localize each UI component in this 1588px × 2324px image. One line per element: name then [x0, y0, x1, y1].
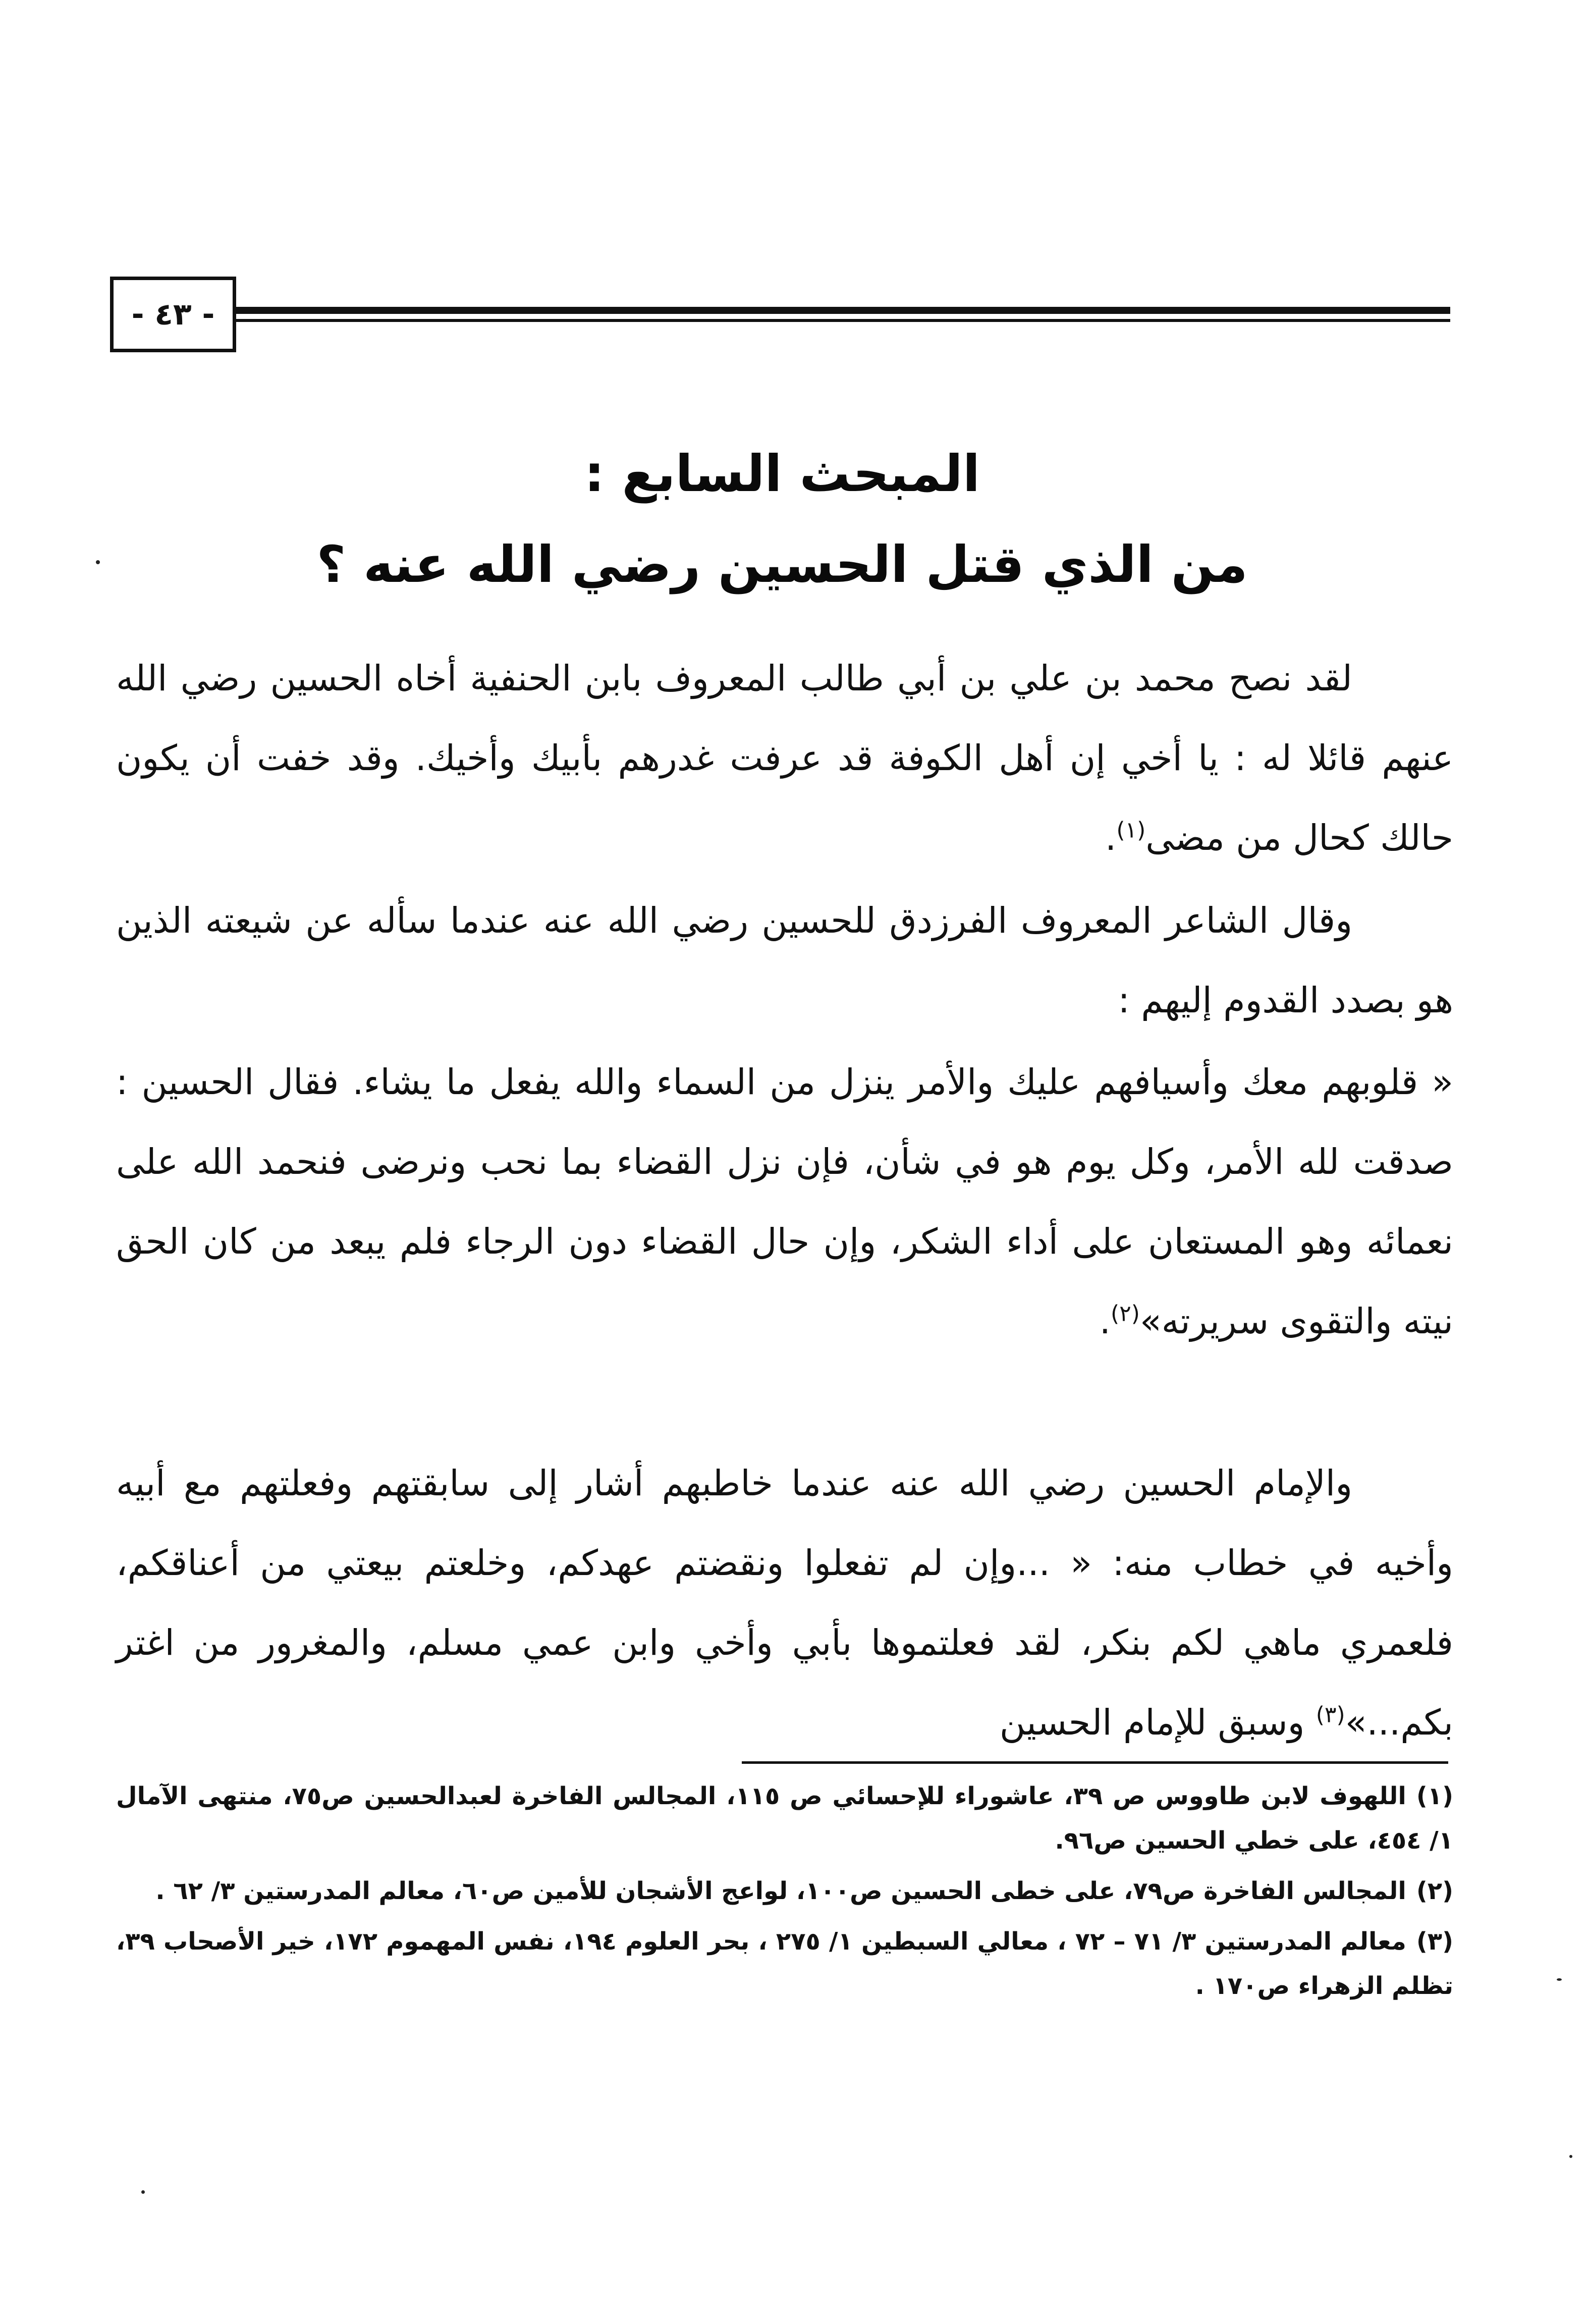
paragraph-2 [116, 881, 1453, 1040]
paragraph-1 [116, 638, 1453, 878]
paragraph-4-text: والإمام الحسين رضي الله عنه عندما خاطبهم أشار إلى سابقتهم وفعلتهم مع أبيه وأخيه في خطاب منه: « ...وإن لم تفعلوا ونقضتم عهدكم، وخلعتم بيعتي من أعناقكم، فلعمري ماهي لكم بنكر، لقد فعلتموها بأبي وأخي وابن عمي مسلم، والمغرور من اغتر بكم...» [116, 1463, 1453, 1743]
section-title: المبحث السابع : [584, 444, 980, 503]
paragraph-3-quote [116, 1042, 1453, 1361]
paragraph-1-end: . [1105, 817, 1117, 858]
footnote-1 [116, 1774, 1453, 1863]
footnotes-section [116, 1774, 1453, 2014]
section-question-title: من الذي قتل الحسين رضي الله عنه ؟ [316, 535, 1248, 594]
scan-speck [96, 560, 100, 564]
footnote-2-text: المجالس الفاخرة ص٧٩، على خطى الحسين ص١٠٠، لواعج الأشجان للأمين ص٦٠، معالم المدرستين ٣/ ٦٢ . [155, 1877, 1406, 1905]
scan-speck [141, 2190, 145, 2194]
page-number [110, 277, 236, 352]
footnote-ref-3: (٣) [1316, 1702, 1345, 1728]
scan-speck [1569, 2155, 1572, 2158]
header-rule-thin [233, 319, 1450, 322]
footnote-separator [742, 1761, 1448, 1764]
footnote-ref-1: (١) [1116, 817, 1146, 843]
footnote-3-text: معالم المدرستين ٣/ ٧١ – ٧٢ ، معالي السبطين ١/ ٢٧٥ ، بحر العلوم ١٩٤، نفس المهموم ١٧٢، خير الأصحاب ٣٩، تظلم الزهراء ص١٧٠ . [116, 1927, 1453, 2000]
page-number-text: - ٤٣ - [131, 297, 215, 332]
scan-speck [1557, 1978, 1562, 1981]
footnote-2-number: (٢) [1416, 1877, 1453, 1905]
paragraph-2-text: وقال الشاعر المعروف الفرزدق للحسين رضي الله عنه عندما سأله عن شيعته الذين هو بصدد القدوم إليهم : [116, 900, 1453, 1021]
footnote-3 [116, 1919, 1453, 2008]
paragraph-4-end: وسبق للإمام الحسين [999, 1702, 1316, 1743]
footnote-3-number: (٣) [1416, 1927, 1453, 1956]
footnote-1-text: اللهوف لابن طاووس ص ٣٩، عاشوراء للإحسائي ص ١١٥، المجالس الفاخرة لعبدالحسين ص٧٥، منتهى الآمال ١/ ٤٥٤، على خطي الحسين ص٩٦. [116, 1782, 1453, 1855]
paragraph-3-text: « قلوبهم معك وأسيافهم عليك والأمر ينزل من السماء والله يفعل ما يشاء. فقال الحسين : صدقت لله الأمر، وكل يوم هو في شأن، فإن نزل القضاء بما نحب ونرضى فنحمد الله على نعمائه وهو المستعان على أداء الشكر، وإن حال القضاء دون الرجاء فلم يبعد من كان الحق نيته والتقوى سريرته» [116, 1061, 1453, 1342]
paragraph-3-end: . [1099, 1301, 1111, 1342]
footnote-2 [116, 1869, 1453, 1913]
header-rule-thick [233, 307, 1450, 314]
paragraph-4 [116, 1443, 1453, 1762]
footnote-ref-2: (٢) [1110, 1301, 1140, 1327]
footnote-1-number: (١) [1416, 1782, 1453, 1810]
paragraph-1-text: لقد نصح محمد بن علي بن أبي طالب المعروف بابن الحنفية أخاه الحسين رضي الله عنهم قائلا له : يا أخي إن أهل الكوفة قد عرفت غدرهم بأبيك وأخيك. وقد خفت أن يكون حالك كحال من مضى [116, 658, 1453, 858]
